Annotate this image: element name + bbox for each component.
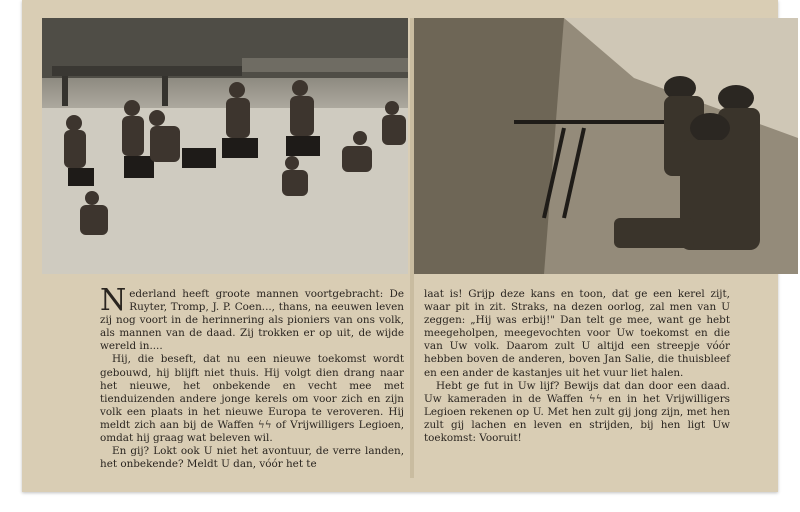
photo-soldiers (414, 18, 798, 274)
newspaper-page (22, 0, 778, 492)
first-line: ederland heeft groote mannen voortgebracht: (129, 288, 384, 300)
article-opening (100, 283, 404, 353)
paragraph-3: En gij? Lokt ook U niet het avontuur, de verre landen, het onbekende? Meldt U dan, vóór het te (100, 445, 404, 471)
paragraph-1: De Ruyter, Tromp, J. P. Coen..., thans, na eeuwen leven zij nog voort in de herinnering als pioniers van ons volk, als mannen van de daad. Zij trokken er op uit, de wijde wereld in.... (100, 288, 404, 353)
paragraph-5: Hebt ge fut in Uw lijf? Bewijs dat dan door een daad. Uw kameraden in de Waffen ϟϟ en in het Vrijwilligers Legioen rekenen op U. Met hen zult gij jong zijn, met hen zult gij lachen en leven en strijden, bij hen ligt Uw toekomst: Vooruit! (424, 379, 730, 445)
center-fold (410, 18, 414, 478)
paragraph-2: Hij, die beseft, dat nu een nieuwe toekomst wordt gebouwd, hij blijft niet thuis. Hij volgt dien drang naar het nieuwe, het onbekende en vecht mee met tienduizenden andere jonge kerels om voor zich en zijn volk een plaats in het nieuwe Europa te veroveren. Hij meldt zich aan bij de Waffen ϟϟ of Vrijwilligers Legioen, omdat hij graag wat beleven wil. (100, 353, 404, 445)
photo-swimmers (42, 18, 408, 274)
article-column-left (100, 283, 404, 471)
drop-cap: N (100, 283, 127, 318)
article-column-right (424, 288, 730, 445)
paragraph-4: laat is! Grijp deze kans en toon, dat ge een kerel zijt, waar pit in zit. Straks, na dezen oorlog, zal men van U zeggen: „Hij was erbij!" Dan telt ge mee, want ge hebt meegeholpen, meegevochten voor Uw toekomst en die van Uw volk. Daarom zult U altijd een streepje vóór hebben boven de anderen, boven Jan Salie, die thuisbleef en een ander de kastanjes uit het vuur liet halen. (424, 288, 730, 379)
